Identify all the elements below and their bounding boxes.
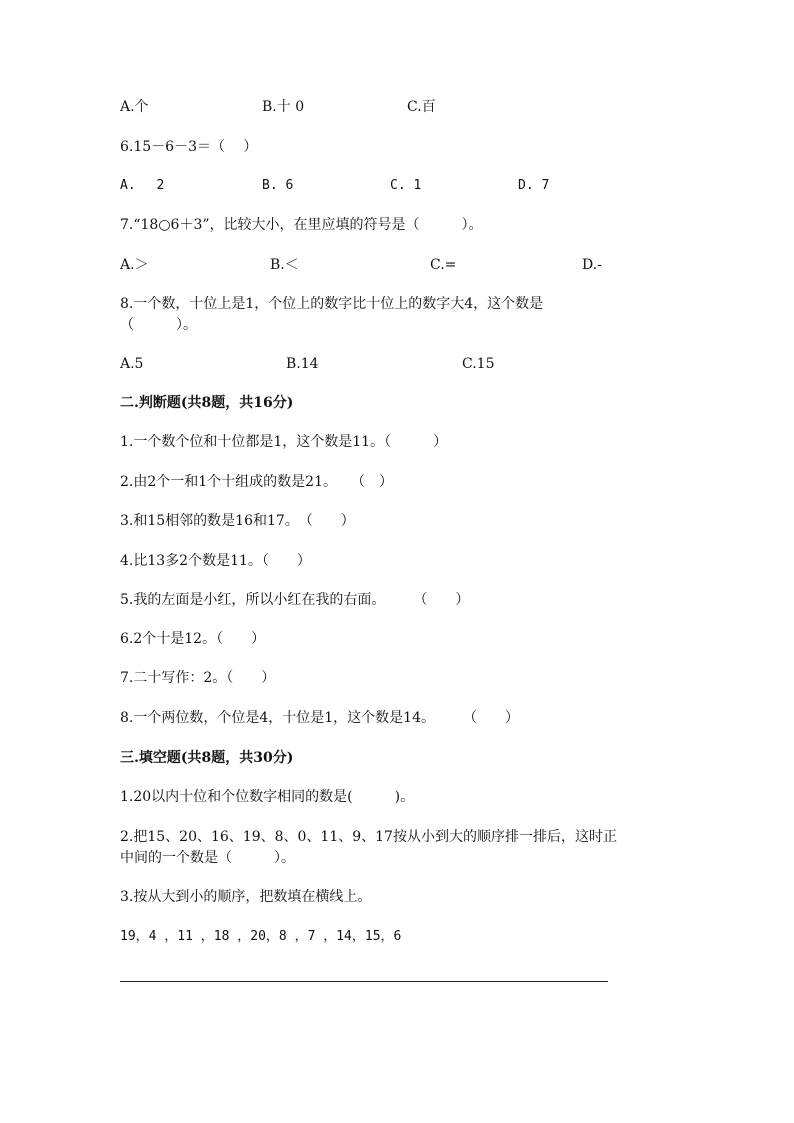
section2-item-4: 4.比13多2个数是11。（ ） xyxy=(120,553,311,569)
section3-title: 三.填空题(共8题，共30分) xyxy=(120,750,294,766)
section3-q2-line1: 2.把15、20、16、19、8、0、11、9、17按从小到大的顺序排一排后，这时正 xyxy=(120,829,617,845)
q8-stem-line1: 8.一个数，十位上是1，个位上的数字比十位上的数字大4，这个数是 xyxy=(120,296,544,312)
q5-option-c: C.百 xyxy=(407,99,436,115)
q7-option-b: B.＜ xyxy=(270,257,299,273)
q6-option-a: A. 2 xyxy=(120,178,165,193)
q7-option-c: C.= xyxy=(430,257,457,273)
section2-item-6: 6.2个十是12。（ ） xyxy=(120,631,266,647)
section2-item-5: 5.我的左面是小红，所以小红在我的右面。 （ ） xyxy=(120,592,470,608)
q8-option-c: C.15 xyxy=(462,356,495,372)
section2-item-3: 3.和15相邻的数是16和17。 （ ） xyxy=(120,513,355,529)
q6-option-c: C. 1 xyxy=(390,178,422,193)
q6-stem: 6.15－6－3＝（ ） xyxy=(120,139,258,155)
section2-item-1: 1.一个数个位和十位都是1，这个数是11。（ ） xyxy=(120,434,448,450)
q7-option-a: A.＞ xyxy=(120,257,149,273)
section2-item-8: 8.一个两位数，个位是4，十位是1，这个数是14。 （ ） xyxy=(120,710,519,726)
section2-title: 二.判断题(共8题，共16分) xyxy=(120,395,294,411)
q5-option-b: B.十 0 xyxy=(262,99,305,115)
q6-option-b: B. 6 xyxy=(262,178,294,193)
answer-blank-line xyxy=(120,981,608,982)
section3-q3: 3.按从大到小的顺序，把数填在横线上。 xyxy=(120,889,372,905)
section3-q3-numbers: 19，4 ，11 ，18 ，20，8 ，7 ，14，15，6 xyxy=(120,929,402,944)
q8-stem-line2: （ ）。 xyxy=(120,317,197,333)
section3-q1: 1.20以内十位和个位数字相同的数是( )。 xyxy=(120,789,415,805)
q8-option-b: B.14 xyxy=(286,356,319,372)
q6-option-d: D. 7 xyxy=(518,178,550,193)
section2-item-2: 2.由2个一和1个十组成的数是21。 （ ） xyxy=(120,474,393,490)
q7-option-d: D.- xyxy=(582,257,602,273)
section2-item-7: 7.二十写作：2。（ ） xyxy=(120,670,276,686)
q5-option-a: A.个 xyxy=(120,99,149,115)
q8-option-a: A.5 xyxy=(120,356,144,372)
section3-q2-line2: 中间的一个数是（ ）。 xyxy=(120,850,295,866)
q7-stem: 7.“18○6＋3”，比较大小，在里应填的符号是（ ）。 xyxy=(120,217,483,233)
